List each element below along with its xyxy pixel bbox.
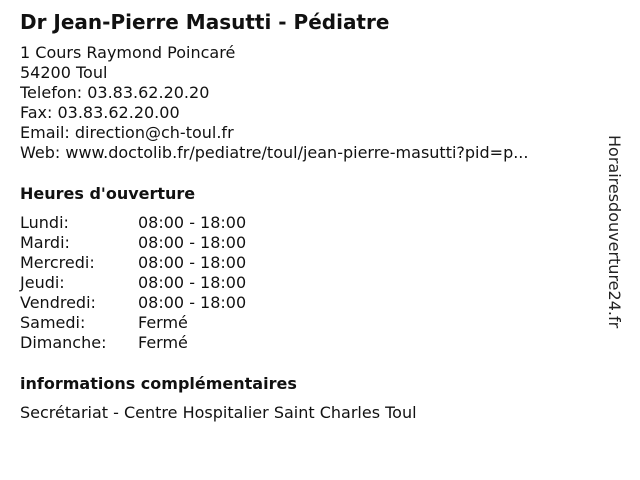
day-hours: 08:00 - 18:00	[138, 213, 247, 232]
day-label: Mercredi:	[20, 253, 95, 272]
day-label: Mardi:	[20, 233, 70, 252]
address-street: 1 Cours Raymond Poincaré	[20, 43, 236, 62]
day-label: Samedi:	[20, 313, 86, 332]
day-hours: Fermé	[138, 313, 188, 332]
address-city: 54200 Toul	[20, 63, 108, 82]
email-address: Email: direction@ch-toul.fr	[20, 123, 234, 142]
day-hours: 08:00 - 18:00	[138, 233, 247, 252]
hours-row-saturday	[20, 313, 246, 333]
day-hours: Fermé	[138, 333, 188, 352]
extra-info-text: Secrétariat - Centre Hospitalier Saint Charles Toul	[20, 403, 417, 422]
hours-row-tuesday	[20, 233, 246, 253]
day-hours: 08:00 - 18:00	[138, 273, 247, 292]
hours-row-friday	[20, 293, 246, 313]
site-watermark: Horairesdouverture24.fr	[605, 135, 624, 329]
hours-row-sunday	[20, 333, 246, 353]
hours-row-thursday	[20, 273, 246, 293]
phone-number: Telefon: 03.83.62.20.20	[20, 83, 210, 102]
fax-number: Fax: 03.83.62.20.00	[20, 103, 180, 122]
day-label: Vendredi:	[20, 293, 96, 312]
extra-info-heading: informations complémentaires	[20, 374, 297, 393]
day-label: Lundi:	[20, 213, 69, 232]
website-url: Web: www.doctolib.fr/pediatre/toul/jean-pierre-masutti?pid=p...	[20, 143, 529, 162]
day-label: Dimanche:	[20, 333, 107, 352]
opening-hours-table	[20, 213, 246, 353]
page-title: Dr Jean-Pierre Masutti - Pédiatre	[20, 10, 390, 34]
contact-block	[20, 43, 600, 163]
hours-row-monday	[20, 213, 246, 233]
hours-heading: Heures d'ouverture	[20, 184, 196, 203]
day-hours: 08:00 - 18:00	[138, 253, 247, 272]
hours-row-wednesday	[20, 253, 246, 273]
day-hours: 08:00 - 18:00	[138, 293, 247, 312]
day-label: Jeudi:	[20, 273, 65, 292]
